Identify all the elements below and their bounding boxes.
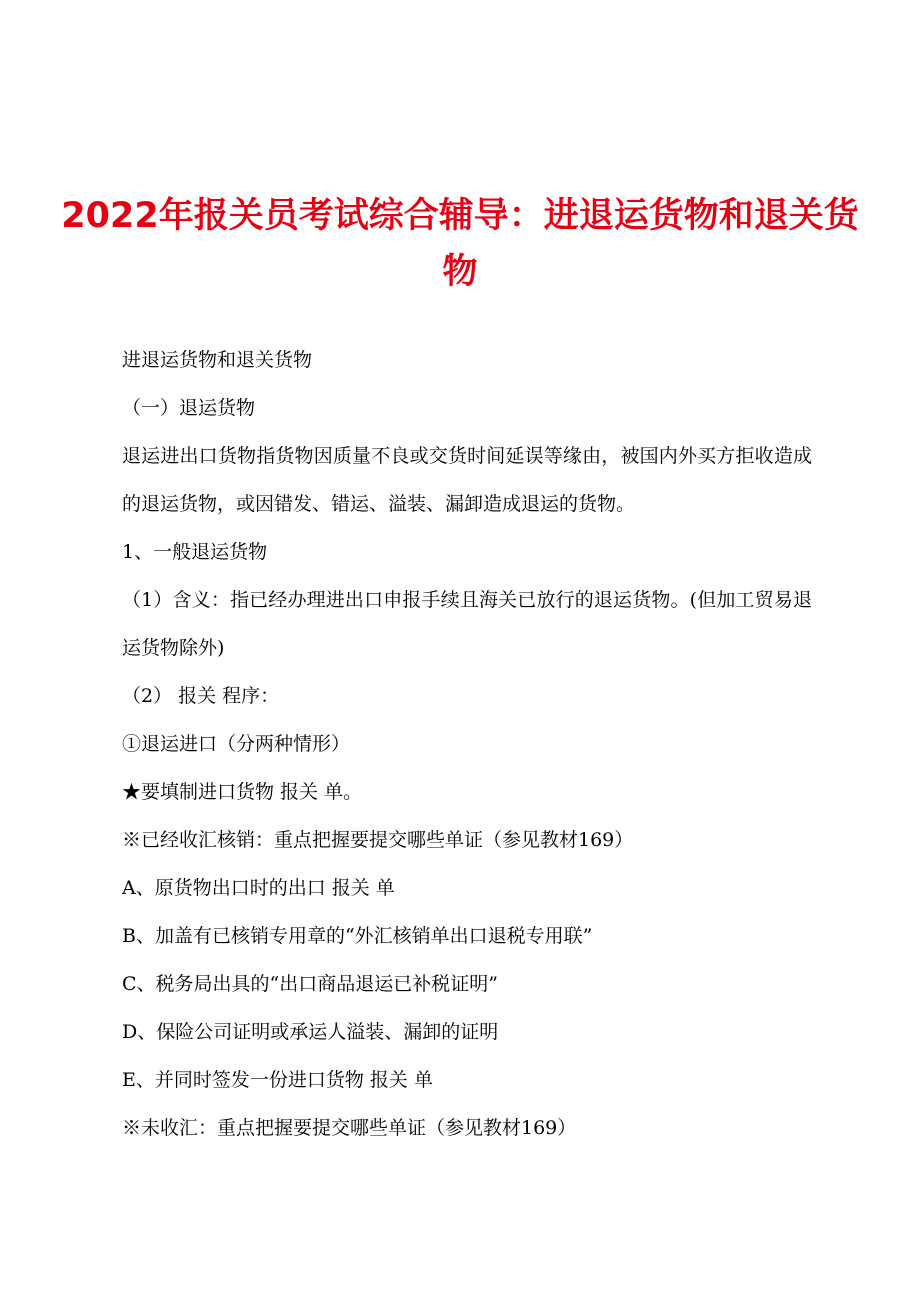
paragraph-section-1: （一）退运货物 bbox=[122, 397, 256, 419]
paragraph-collected: ※已经收汇核销：重点把握要提交哪些单证（参见教材169） bbox=[122, 829, 634, 851]
document-title: 2022年报关员考试综合辅导：进退运货物和退关货物 bbox=[61, 196, 859, 292]
document-body bbox=[122, 336, 812, 1152]
paragraph-return-import: ①退运进口（分两种情形） bbox=[122, 733, 351, 755]
list-item-a: A、原货物出口时的出口 报关 单 bbox=[122, 877, 395, 899]
paragraph-meaning: （1）含义：指已经办理进出口申报手续且海关已放行的退运货物。(但加工贸易退运货物除外) bbox=[122, 589, 812, 659]
paragraph-subsection-1: 1、一般退运货物 bbox=[122, 541, 268, 563]
paragraph-heading: 进退运货物和退关货物 bbox=[122, 349, 313, 371]
paragraph-uncollected: ※未收汇：重点把握要提交哪些单证（参见教材169） bbox=[122, 1117, 577, 1139]
paragraph-definition: 退运进出口货物指货物因质量不良或交货时间延误等缘由，被国内外买方拒收造成的退运货物，或因错发、错运、溢装、漏卸造成退运的货物。 bbox=[122, 445, 812, 515]
paragraph-procedure: （2） 报关 程序： bbox=[122, 685, 280, 707]
list-item-c: C、税务局出具的“出口商品退运已补税证明” bbox=[122, 973, 498, 995]
paragraph-fill-form: ★要填制进口货物 报关 单。 bbox=[122, 781, 363, 803]
list-item-b: B、加盖有已核销专用章的“外汇核销单出口退税专用联” bbox=[122, 925, 593, 947]
list-item-d: D、保险公司证明或承运人溢装、漏卸的证明 bbox=[122, 1021, 499, 1043]
list-item-e: E、并同时签发一份进口货物 报关 单 bbox=[122, 1069, 433, 1091]
